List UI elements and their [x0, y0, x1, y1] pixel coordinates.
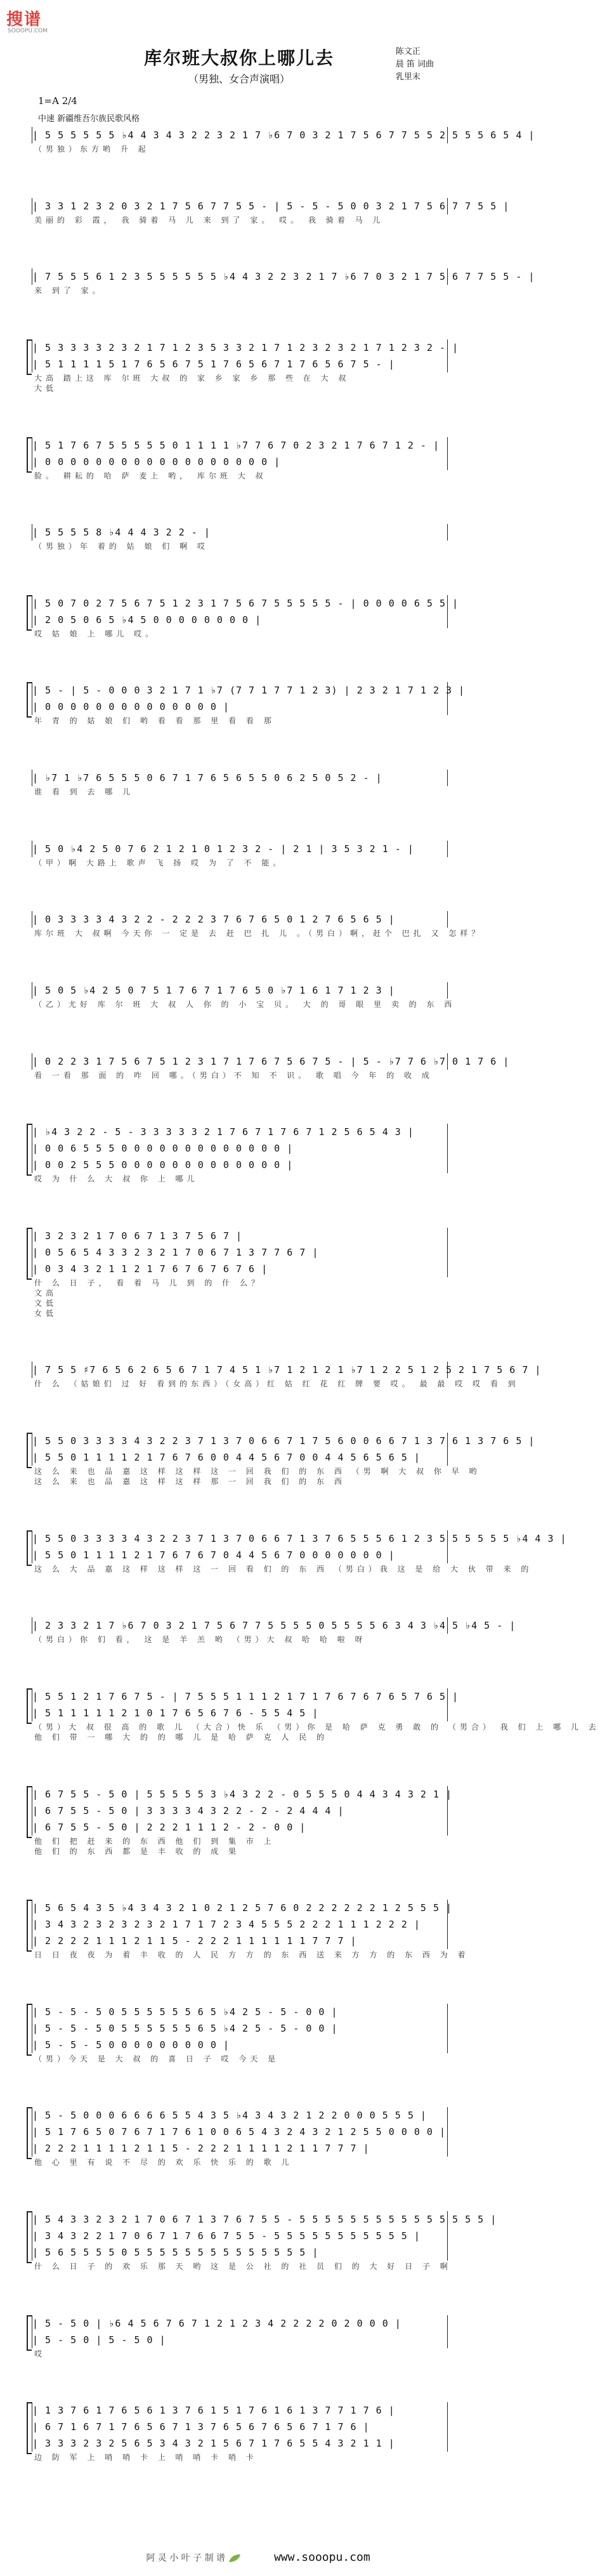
lyric-line: 他 们 的 东 西 都 是 丰 收 的 成 果: [34, 1846, 240, 1856]
notation-row: | 5 1 1 1 1 5 1 7 6 5 6 7 5 1 7 6 5 6 7 1 7 6 5 6 7 5 - |: [32, 356, 448, 372]
notation-row: | 3 3 3 2 3 2 5 6 5 3 4 3 2 1 5 6 7 1 7 6 5 5 4 3 2 1 1 |: [32, 2435, 448, 2452]
notation-row: | 5 4 3 3 2 3 2 1 7 0 6 7 1 3 7 6 7 5 5 - 5 5 5 5 5 5 5 5 5 5 5 5 5 5 5 |: [32, 2211, 448, 2228]
system-bracket: [27, 1688, 32, 1724]
score-system: [32, 2402, 447, 2462]
notation-row: | 5 5 0 1 1 1 1 2 1 7 6 7 6 7 0 4 4 5 6 7 0 0 0 0 0 0 0 |: [32, 1547, 448, 1563]
score-system: [32, 339, 459, 393]
notation-row: | 5 1 1 1 1 1 2 1 0 1 7 6 5 6 7 6 - 5 5 4 5 |: [32, 1705, 448, 1721]
notation-row: | 0 0 2 5 5 5 0 0 0 0 0 0 0 0 0 0 0 0 0 |: [32, 1157, 448, 1173]
notation-row: | 3 4 3 2 2 1 7 0 6 7 1 7 6 6 7 5 5 - 5 5 5 5 5 5 5 5 5 5 5 |: [32, 2228, 448, 2244]
lyric-line: 他 们 把 赶 来 的 东 西 他 们 到 集 市 上: [34, 1836, 275, 1846]
score-system: [32, 1688, 600, 1742]
notation-row: | 5 - | 5 - 0 0 0 3 2 1 7 1 ♭7 (7 7 1 7 7 1 2 3) | 2 3 2 1 7 1 2 3 |: [32, 682, 448, 699]
credit-line: 乳里末: [395, 72, 421, 82]
notation-row: | 5 3 3 3 3 2 3 2 1 7 1 2 3 5 3 3 2 1 7 1 2 3 2 3 2 1 7 1 2 3 2 - |: [32, 339, 448, 356]
lyric-line: 哎 为 什 么 大 叔 你 上 哪儿: [34, 1174, 199, 1184]
notation-row: | 0 5 6 5 4 3 3 2 3 2 1 7 0 6 7 1 3 7 7 6 7 |: [32, 1244, 448, 1261]
lyric-line: 什 么 （姑娘们 过 好 看到的东西）（女高）红 姑 红 花 红 牌 要 哎。 最 最 哎 哎 看 到: [34, 1379, 519, 1389]
score-system: [32, 1617, 516, 1645]
notation-row: | 0 2 2 3 1 7 5 6 7 5 1 2 3 1 7 1 7 6 7 5 6 7 5 - | 5 - ♭7 7 6 ♭7 0 1 7 6 |: [32, 1053, 448, 1070]
score-system: [32, 1900, 469, 1960]
lyric-line: 美丽的 彩 霞， 我 骑着 马 儿 来 到了 家。 哎。 我 骑着 马 儿: [34, 215, 384, 225]
notation-row: | 5 5 0 3 3 3 3 4 3 2 2 3 7 1 3 7 0 6 6 7 1 7 5 6 0 0 6 6 7 1 3 7 6 1 3 7 6 5 |: [32, 1433, 448, 1449]
lyric-line: 女低: [34, 1308, 58, 1318]
notation-row: | 5 - 5 0 0 0 6 6 6 6 5 5 4 3 5 ♭4 3 4 3 2 1 2 2 0 0 0 5 5 5 |: [32, 2107, 448, 2124]
notation-row: | 2 2 2 2 1 1 1 2 1 1 5 - 2 2 2 1 1 1 1 1 1 7 7 7 |: [32, 1933, 448, 1949]
system-bracket: [27, 1786, 32, 1838]
notation-row: | 5 0 7 0 2 7 5 6 7 5 1 2 3 1 7 5 6 7 5 5 5 5 5 - | 0 0 0 0 6 5 5 |: [32, 595, 448, 612]
notation-row: | 0 3 3 3 3 4 3 2 2 - 2 2 2 3 7 6 7 6 5 0 1 2 7 6 5 6 5 |: [32, 911, 448, 928]
lyric-line: 年 青 的 姑 娘 们 哟 看 看 那 里 看 看 那: [34, 716, 275, 726]
song-title: 库尔班大叔你上哪儿去: [143, 48, 334, 69]
score-system: [32, 982, 456, 1009]
lyric-line: 什 么 日 子 的 欢 乐 那 天 哟 这 是 公 社 的 社 员 们 的 大 好 日 子 啊: [34, 2262, 452, 2271]
lyric-line: 脸。 耕耘的 哈 萨 麦上 哟， 库尔班 大 叔: [34, 471, 267, 480]
notation-row: | 5 - 5 0 | ♭6 4 5 6 7 6 7 1 2 1 2 3 4 2 2 2 2 0 2 0 0 0 |: [32, 2315, 448, 2332]
notation-row: | 2 2 2 1 1 1 1 2 1 1 5 - 2 2 2 1 1 1 1 2 1 1 7 7 7 |: [32, 2140, 448, 2157]
notation-row: | ♭7 1 ♭7 6 5 5 5 0 6 7 1 7 6 5 6 5 5 0 6 2 5 0 5 2 - |: [32, 770, 448, 786]
notation-row: | 0 0 6 5 5 5 0 0 0 0 0 0 0 0 0 0 0 0 0 |: [32, 1140, 448, 1157]
tempo-marking: 中速 新疆维吾尔族民歌风格: [38, 114, 140, 124]
notation-row: | 7 5 5 5 6 1 2 3 5 5 5 5 5 5 ♭4 4 3 2 2 3 2 1 7 ♭6 7 0 3 2 1 7 5 6 7 7 5 5 - |: [32, 268, 448, 285]
lyric-line: （男独）年 着的 姑 娘 们 啊 哎: [34, 542, 209, 551]
notation-row: | 5 0 5 ♭4 2 5 0 7 5 1 7 6 7 1 7 6 5 0 ♭7 1 6 1 7 1 2 3 |: [32, 982, 448, 999]
score-system: [32, 2315, 447, 2358]
notation-row: | 5 6 5 5 5 5 0 5 5 5 5 5 5 5 5 5 5 5 5 5 5 |: [32, 2244, 448, 2261]
lyric-line: 大低: [34, 383, 58, 393]
notation-row: | 5 5 5 5 5 5 ♭4 4 3 4 3 2 2 3 2 1 7 ♭6 7 0 3 2 1 7 5 6 7 7 5 5 2 5 5 5 6 5 4 |: [32, 127, 448, 143]
lyric-line: 来 到了 家。: [34, 286, 104, 296]
notation-row: | 5 - 5 - 5 0 5 5 5 5 5 5 6 5 ♭4 2 5 - 5 - 0 0 |: [32, 2004, 448, 2020]
lyric-line: 大高 踏上这 库 尔班 大叔 的 家 乡 家 乡 那 些 在 大 叔: [34, 373, 350, 383]
notation-row: | ♭4 3 2 2 - 5 - 3 3 3 3 3 2 1 7 6 7 1 7 6 7 1 2 5 6 5 4 3 |: [32, 1124, 448, 1140]
lyric-line: （男独）东方哟 升 起: [34, 145, 150, 154]
notation-row: | 0 0 0 0 0 0 0 0 0 0 0 0 0 0 |: [32, 699, 448, 715]
notation-row: | 3 4 3 2 3 2 3 2 3 2 1 7 1 7 2 3 4 5 5 5 2 2 2 1 1 1 2 2 2 |: [32, 1916, 448, 1933]
score-system: [32, 1053, 510, 1080]
system-bracket: [27, 1530, 32, 1566]
score-system: [32, 2004, 447, 2063]
logo-text: [6, 10, 42, 29]
notation-row: | 6 7 1 6 7 1 7 6 5 6 7 1 3 7 6 5 6 7 6 5 6 7 1 7 6 |: [32, 2419, 448, 2435]
system-bracket: [27, 339, 32, 375]
music-score: [32, 95, 600, 2519]
leaf-icon: [228, 2553, 242, 2563]
score-system: [32, 524, 447, 551]
notation-row: | 5 - 5 0 | 5 - 5 0 |: [32, 2332, 448, 2348]
notation-row: | 5 5 5 5 8 ♭4 4 4 3 2 2 - |: [32, 524, 448, 541]
system-bracket: [27, 682, 32, 718]
system-bracket: [27, 2402, 32, 2454]
lyric-line: 他 们 带 一 哪 大 的 的 哪 儿 是 哈 萨 克 人 民 的: [34, 1732, 329, 1742]
system-bracket: [27, 2107, 32, 2159]
notation-row: | 5 - 5 - 5 0 0 0 0 0 0 0 0 0 |: [32, 2037, 448, 2053]
lyric-line: 这 么 来 也 品 嘉 这 样 这 样 这 一 回 我 们 的 东 西 （男 啊 大 叔 你 早 哟: [34, 1467, 481, 1476]
score-system: [32, 268, 535, 296]
notation-row: | 5 0 ♭4 2 5 0 7 6 2 1 2 1 0 1 2 3 2 - | 2 1 | 3 5 3 2 1 - |: [32, 841, 448, 857]
lyric-line: （男白）你 们 看， 这 是 羊 羔 哟 （男）大 叔 哈 哈 啦 呀: [34, 1635, 367, 1645]
notation-row: | 5 1 7 6 7 5 5 5 5 5 0 1 1 1 1 ♭7 7 6 7 0 2 3 2 1 7 6 7 1 2 - |: [32, 437, 448, 454]
score-system: [32, 682, 466, 726]
notation-row: | 5 6 5 4 3 5 ♭4 3 4 3 2 1 0 2 1 2 5 7 6 0 2 2 2 2 2 2 1 2 5 5 5 |: [32, 1900, 448, 1916]
score-system: [32, 437, 447, 480]
lyric-line: 库尔班 大 叔啊 今天你 一 定是 去 赶 巴 扎 儿 。（男白）啊，赶个 巴扎 又 怎样？: [34, 929, 483, 938]
score-system: [32, 1786, 453, 1856]
score-system: [32, 1362, 542, 1389]
lyric-line: 谁 看 到 去 哪 儿: [34, 787, 134, 797]
score-system: [32, 2107, 447, 2167]
notation-row: | 3 3 1 2 3 2 0 3 2 1 7 5 6 7 7 5 5 - | 5 - 5 - 5 0 0 3 2 1 7 5 6 7 7 5 5 |: [32, 198, 448, 214]
score-system: [32, 2211, 497, 2271]
lyric-line: 日 日 夜 夜 为 着 丰 收 的 人 民 方 方 的 东 西 送 来 方 方 的 东 西 为 着: [34, 1950, 469, 1960]
score-system: [32, 1530, 567, 1574]
system-bracket: [27, 1433, 32, 1468]
system-bracket: [27, 2211, 32, 2263]
lyric-line: 哎: [34, 2349, 46, 2358]
notation-row: | 1 3 7 6 1 7 6 5 6 1 3 7 6 1 5 1 7 6 1 6 1 3 7 7 1 7 6 |: [32, 2402, 448, 2419]
score-system: [32, 911, 483, 938]
credits: [396, 46, 434, 84]
score-system: [32, 127, 535, 154]
notation-row: | 5 - 5 - 5 0 5 5 5 5 5 5 6 5 ♭4 2 5 - 5 - 0 0 |: [32, 2020, 448, 2037]
notation-row: | 2 0 5 0 6 5 ♭4 5 0 0 0 0 0 0 0 0 |: [32, 612, 448, 628]
lyric-line: （男）大 叔 很 高 的 歌 儿 （大合）快 乐 （男）你 是 哈 萨 克 勇 敢 的 （男合） 我 们 上 哪 儿 去: [34, 1722, 600, 1732]
notation-row: | 0 3 4 3 2 1 1 2 1 7 6 7 6 7 6 7 6 |: [32, 1261, 448, 1277]
score-system: [32, 198, 510, 225]
system-bracket: [27, 595, 32, 631]
system-bracket: [27, 1124, 32, 1176]
lyric-line: （乙）尤好 库 尔 班 大 叔 人 你 的 小 宝 贝。 大 的 哥 眼 里 卖 的 东 西: [34, 999, 456, 1009]
notation-row: | 5 5 0 1 1 1 1 2 1 7 6 7 6 0 0 4 4 5 6 7 0 0 4 4 5 6 5 6 5 |: [32, 1449, 448, 1466]
footer-maker: 阿 灵 小 叶 子 制 谱: [146, 2553, 226, 2563]
score-system: [32, 1228, 447, 1318]
notation-row: | 2 3 3 2 1 7 ♭6 7 0 3 2 1 7 5 6 7 7 5 5 5 5 0 5 5 5 5 6 3 4 3 ♭4 5 ♭4 5 - |: [32, 1617, 448, 1634]
notation-row: | 6 7 5 5 - 5 0 | 3 3 3 3 4 3 2 2 - 2 - 2 4 4 4 |: [32, 1803, 448, 1819]
system-bracket: [27, 437, 32, 473]
lyric-line: 这 么 大 品 嘉 这 样 这 样 这 一 回 看 们 的 东 西 （男白）我 这 是 给 大 伙 带 来 的: [34, 1564, 533, 1574]
song-subtitle: （男独、女合声演唱）: [188, 73, 290, 85]
logo-wordmark: 搜谱: [6, 10, 42, 29]
lyric-line: （甲）啊 大路上 歌声 飞 扬 哎 为 了 不 能。: [34, 858, 285, 867]
notation-row: | 5 1 7 6 5 0 7 6 7 1 7 6 1 0 0 6 5 4 3 2 4 3 2 1 2 5 5 0 0 0 0 |: [32, 2124, 448, 2140]
notation-row: | 6 7 5 5 - 5 0 | 5 5 5 5 5 3 ♭4 3 2 2 - 0 5 5 5 0 4 4 3 4 3 2 1 |: [32, 1786, 448, 1803]
score-system: [32, 1433, 535, 1487]
score-system: [32, 770, 447, 796]
logo-subtitle: SOOOPU.COM: [8, 28, 48, 34]
notation-row: | 6 7 5 5 - 5 0 | 2 2 2 1 1 1 2 - 2 - 0 0 |: [32, 1819, 448, 1836]
lyric-line: 边 防 军 上 哨 哨 卡 上 哨 哨 卡 哨 卡: [34, 2453, 258, 2462]
lyric-line: 看 一看 那 面 的 咋 回 哪。（男白）不 知 不 识。 歌 唱 今 年 的 收 成: [34, 1070, 433, 1080]
key-signature: 1=A 2/4: [38, 95, 77, 107]
lyric-line: 文低: [34, 1298, 58, 1308]
lyric-line: 什 么 日 子， 看 着 马 儿 到 的 什 么？: [34, 1278, 263, 1287]
notation-row: | 3 2 3 2 1 7 0 6 7 1 3 7 5 6 7 |: [32, 1228, 448, 1244]
credit-line: 陈文正: [395, 47, 421, 56]
footer-site-url[interactable]: www.sooopu.com: [273, 2551, 370, 2564]
footer: [0, 2551, 478, 2570]
credit-line: 晨 笛 词曲: [395, 60, 434, 69]
score-system: [32, 1124, 447, 1183]
system-bracket: [27, 1900, 32, 1952]
score-system: [32, 841, 447, 867]
lyric-line: 这 么 来 也 品 嘉 这 样 这 样 那 一 回 我 们 的 东 西: [34, 1477, 346, 1487]
system-bracket: [27, 2315, 32, 2351]
notation-row: | 5 5 0 3 3 3 3 4 3 2 2 3 7 1 3 7 0 6 6 7 1 3 7 6 5 5 5 6 1 2 3 5 5 5 5 5 5 ♭4 4 3 |: [32, 1530, 448, 1547]
score-system: [32, 595, 459, 638]
system-bracket: [27, 1228, 32, 1280]
lyric-line: 文高: [34, 1288, 58, 1298]
notation-row: | 7 5 5 ♯7 6 5 6 2 6 5 6 7 1 7 4 5 1 ♭7 1 2 1 2 1 ♭7 1 2 2 5 1 2 5 2 1 7 5 6 7 |: [32, 1362, 448, 1378]
notation-row: | 0 0 0 0 0 0 0 0 0 0 0 0 0 0 0 0 0 0 |: [32, 454, 448, 470]
lyric-line: （男）今天 是 大 叔 的 喜 日 子 哎 今天 是: [34, 2054, 280, 2063]
system-bracket: [27, 2004, 32, 2056]
notation-row: | 5 5 1 2 1 7 6 7 5 - | 7 5 5 5 1 1 1 2 1 7 1 7 6 7 6 7 6 5 7 6 5 |: [32, 1688, 448, 1705]
lyric-line: 哎 姑 娘 上 哪儿 哎。: [34, 629, 157, 638]
lyric-line: 他 心 里 有 说 不 尽 的 欢 乐 快 乐 的 歌 儿: [34, 2158, 293, 2167]
site-logo: [6, 6, 63, 44]
